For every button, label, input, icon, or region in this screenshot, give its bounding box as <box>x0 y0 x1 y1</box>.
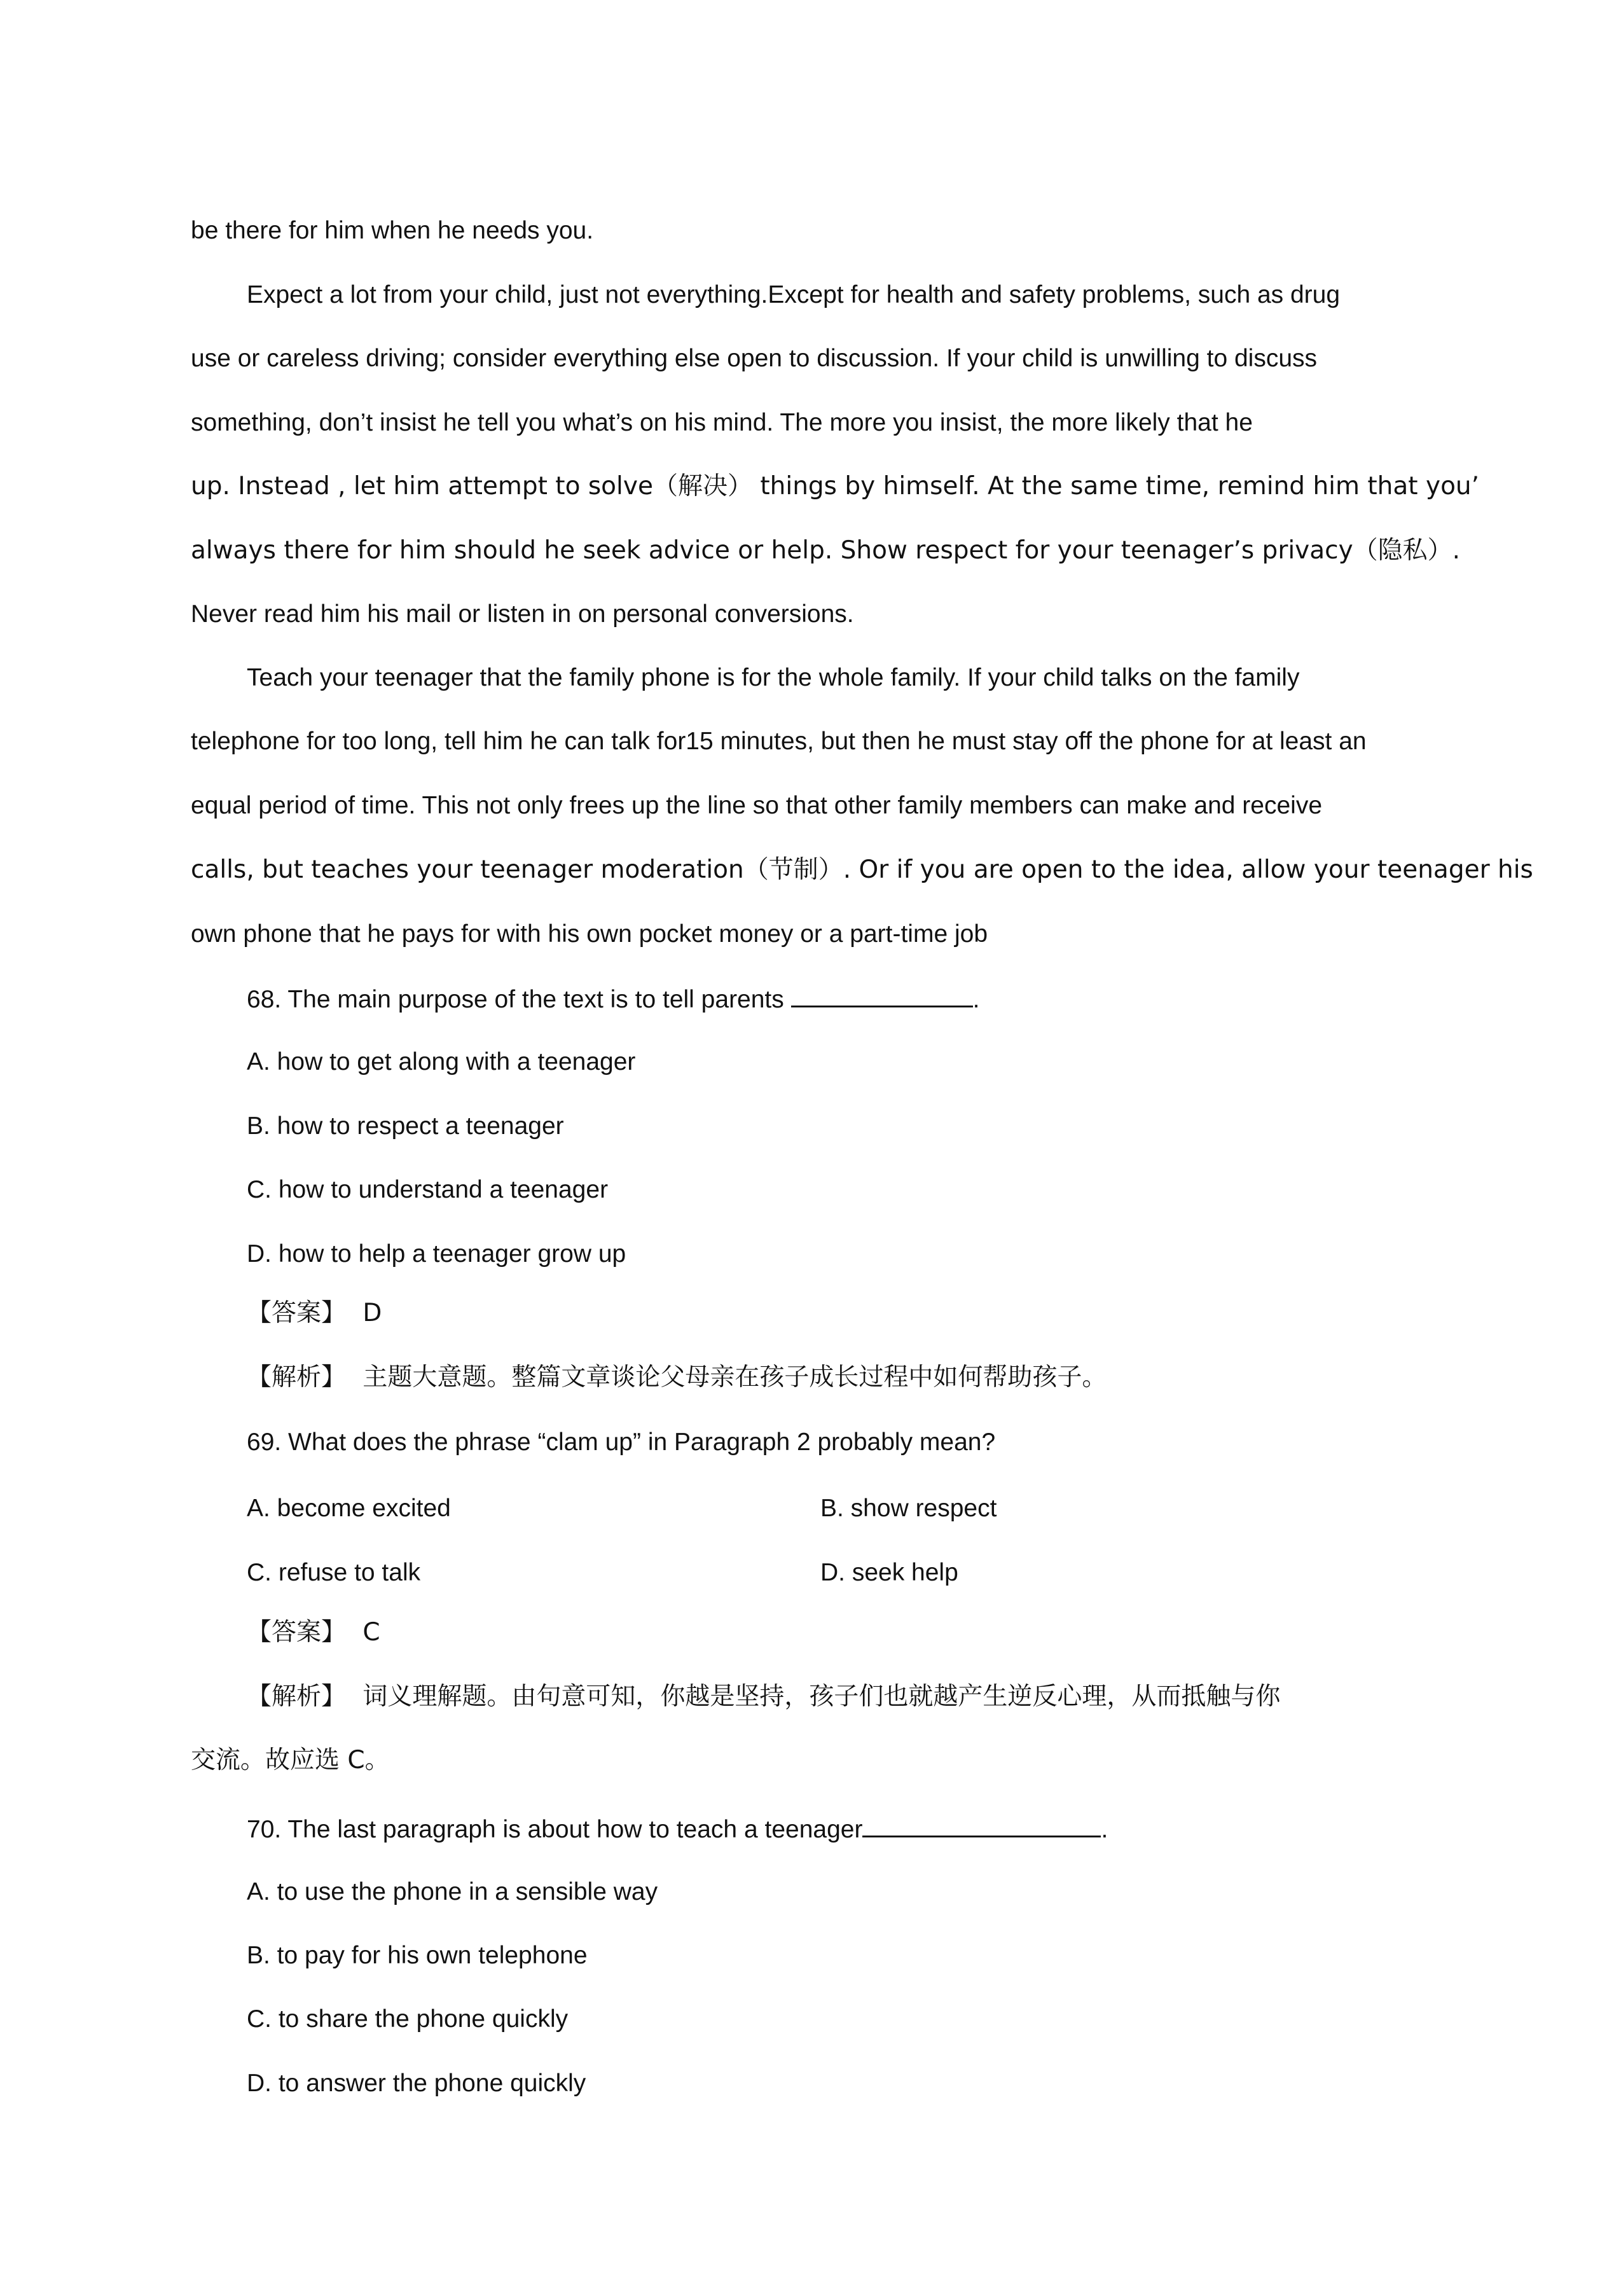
question-70-text: 70. The last paragraph is about how to teach a teenager <box>247 1816 863 1843</box>
passage-line: Teach your teenager that the family phone is for the whole family. If your child talks on the family <box>247 664 1300 691</box>
question-68-option-c: C. how to understand a teenager <box>247 1176 609 1203</box>
question-68-text: 68. The main purpose of the text is to tell parents <box>247 986 784 1013</box>
question-70-option-d: D. to answer the phone quickly <box>247 2070 586 2097</box>
passage-line: be there for him when he needs you. <box>191 217 594 244</box>
analysis-text: 主题大意题。整篇文章谈论父母亲在孩子成长过程中如何帮助孩子。 <box>362 1363 1107 1392</box>
passage-line: Expect a lot from your child, just not everything.Except for health and safety problems, such as drug <box>247 281 1341 308</box>
answer-blank <box>791 983 973 1007</box>
question-68-option-a: A. how to get along with a teenager <box>247 1048 636 1075</box>
answer-value: D <box>362 1299 382 1327</box>
analysis-label: 【解析】 <box>247 1363 347 1392</box>
passage-line: telephone for too long, tell him he can talk for15 minutes, but then he must stay off the phone for at least an <box>191 728 1367 755</box>
question-69-option-d: D. seek help <box>820 1559 958 1586</box>
question-68-answer <box>247 1297 382 1329</box>
question-69-answer <box>247 1617 380 1649</box>
passage-line: Never read him his mail or listen in on personal conversions. <box>191 600 854 628</box>
answer-label: 【答案】 <box>247 1618 347 1647</box>
passage-line: up. Instead , let him attempt to solve（解决） things by himself. At the same time, remind him that you’ <box>191 472 1480 501</box>
passage-line: always there for him should he seek advice or help. Show respect for your teenager’s privacy（隐私）. <box>191 536 1461 565</box>
question-69-analysis-continued: 交流。故应选 C。 <box>191 1746 390 1774</box>
answer-blank <box>862 1813 1101 1837</box>
passage-line: calls, but teaches your teenager moderation（节制）. Or if you are open to the idea, allow your teenager his <box>191 855 1533 884</box>
question-69-analysis <box>247 1681 1280 1713</box>
question-69-option-c: C. refuse to talk <box>247 1559 421 1586</box>
question-68-option-d: D. how to help a teenager grow up <box>247 1240 626 1268</box>
question-69-stem: 69. What does the phrase “clam up” in Paragraph 2 probably mean? <box>247 1428 996 1456</box>
answer-label: 【答案】 <box>247 1299 347 1327</box>
analysis-label: 【解析】 <box>247 1682 347 1711</box>
question-69-option-b: B. show respect <box>820 1495 997 1522</box>
question-70-option-c: C. to share the phone quickly <box>247 2005 569 2033</box>
question-70-period: . <box>1101 1816 1108 1843</box>
passage-line: equal period of time. This not only frees up the line so that other family members can make and receive <box>191 792 1323 819</box>
passage-line: own phone that he pays for with his own pocket money or a part-time job <box>191 920 988 948</box>
question-68-analysis <box>247 1362 1107 1394</box>
question-70-option-a: A. to use the phone in a sensible way <box>247 1878 658 1905</box>
question-70-option-b: B. to pay for his own telephone <box>247 1942 588 1969</box>
passage-line: something, don’t insist he tell you what’s on his mind. The more you insist, the more likely that he <box>191 409 1253 436</box>
question-69-option-a: A. become excited <box>247 1495 451 1522</box>
answer-value: C <box>362 1618 380 1647</box>
analysis-text: 词义理解题。由句意可知，你越是坚持，孩子们也就越产生逆反心理，从而抵触与你 <box>362 1682 1281 1711</box>
question-68-period: . <box>972 986 980 1013</box>
question-68-stem <box>247 983 979 1016</box>
question-70-stem <box>247 1813 1108 1846</box>
passage-line: use or careless driving; consider everything else open to discussion. If your child is unwilling to discuss <box>191 345 1318 372</box>
question-68-option-b: B. how to respect a teenager <box>247 1112 564 1140</box>
